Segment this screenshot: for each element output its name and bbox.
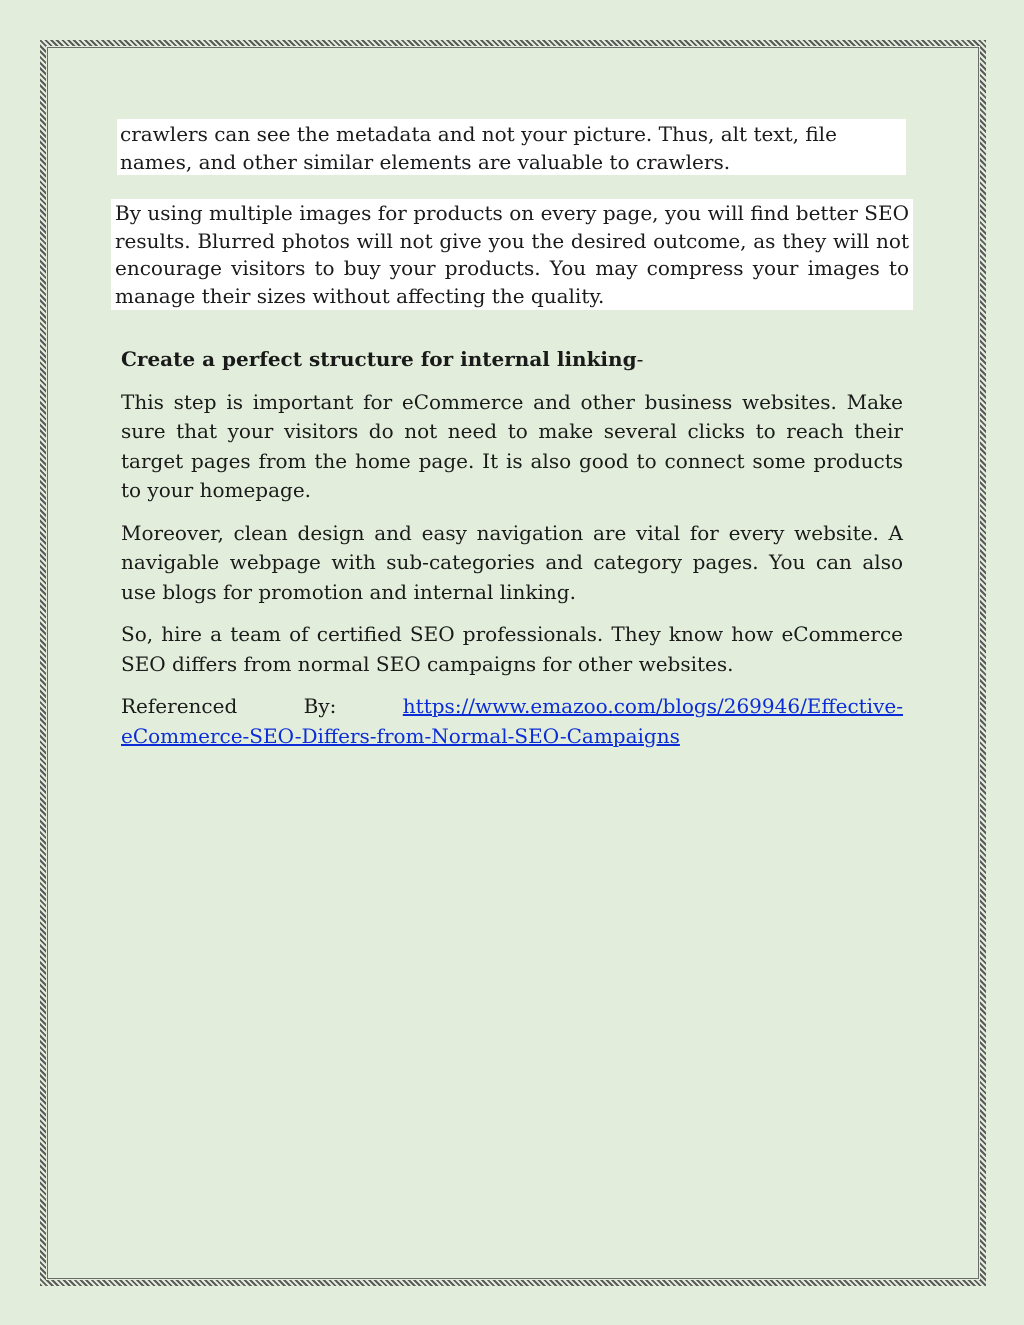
paragraph-navigation: Moreover, clean design and easy navigation are vital for every website. A navigable webpage with sub-categories and category pages. You can also use blogs for promotion and internal linking. <box>121 520 903 604</box>
text-box-multiple-images <box>111 199 913 310</box>
multiple-images-paragraph: By using multiple images for products on every page, you will find better SEO results. Blurred photos will not give you the desired outcome, as they will not encourage visitors to buy your products. You may compress your images to manage their sizes without affecting the quality. <box>115 201 909 308</box>
text-box-alt-text <box>117 119 906 175</box>
internal-linking-section <box>121 345 903 751</box>
reference-link-line2[interactable]: eCommerce-SEO-Differs-from-Normal-SEO-Campaigns <box>121 723 680 748</box>
section-heading-suffix: - <box>636 347 644 371</box>
section-heading-text: Create a perfect structure for internal linking <box>121 347 637 371</box>
reference-row <box>121 692 903 722</box>
paragraph-hire-team: So, hire a team of certified SEO professionals. They know how eCommerce SEO differs from normal SEO campaigns for other websites. <box>121 622 903 676</box>
reference-label-word1: Referenced <box>121 694 238 718</box>
reference-block <box>121 692 903 751</box>
section-heading <box>121 345 903 375</box>
reference-link-row2 <box>121 722 903 752</box>
alt-text-paragraph: crawlers can see the metadata and not your picture. Thus, alt text, file names, and other similar elements are valuable to crawlers. <box>120 122 837 174</box>
paragraph-ecommerce: This step is important for eCommerce and other business websites. Make sure that your visitors do not need to make several clicks to reach their target pages from the home page. It is also good to connect some products to your homepage. <box>121 389 903 502</box>
reference-label-word2: By: <box>303 694 337 718</box>
reference-link-line1[interactable]: https://www.emazoo.com/blogs/269946/Effective- <box>402 694 903 718</box>
